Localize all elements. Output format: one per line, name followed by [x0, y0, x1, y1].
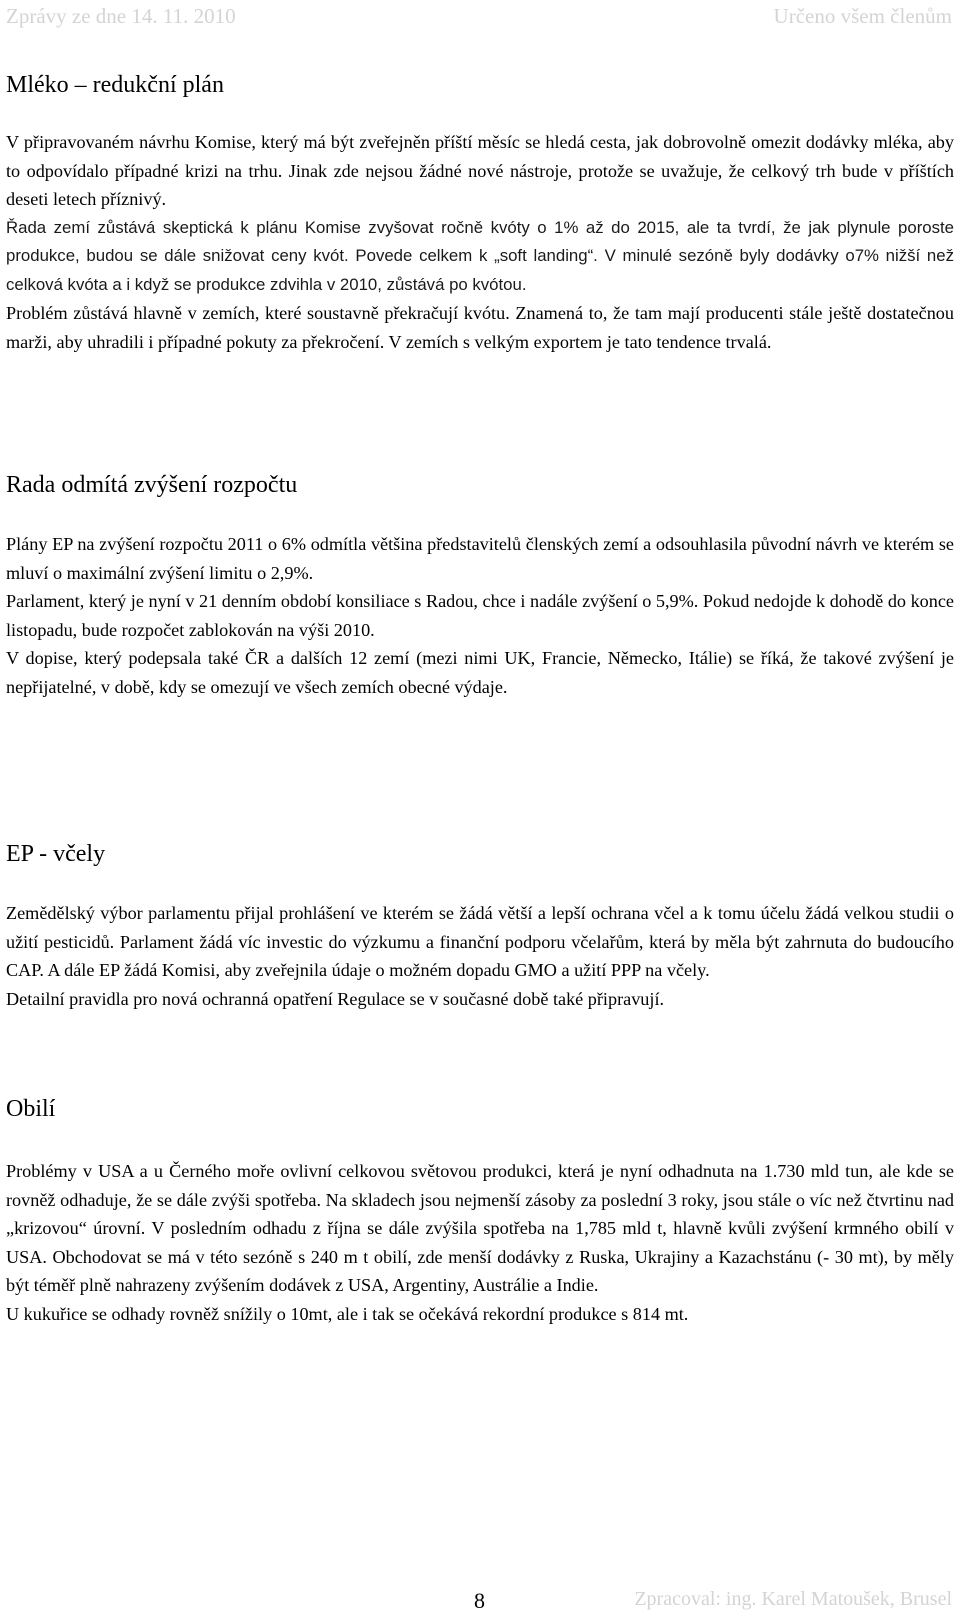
paragraph: Problém zůstává hlavně v zemích, které soustavně překračují kvótu. Znamená to, že tam mají producenti stále ještě dostatečnou marži, aby uhradili i případné pokuty za překročení. V zemích s velkým exportem je tato tendence trvalá. [6, 303, 954, 352]
paragraph: Řada zemí zůstává skeptická k plánu Komise zvyšovat ročně kvóty o 1% až do 2015, ale ta tvrdí, že jak plynule poroste produkce, budou se dále snižovat ceny kvót. Povede celkem k „soft landing“. V minulé sezóně byly dodávky o7% nižší než celková kvóta a i když se produkce zdvihla v 2010, zůstává po kvótou. [6, 217, 954, 294]
footer-author: Zpracoval: ing. Karel Matoušek, Brusel [634, 1588, 952, 1610]
section-body-grain [6, 1157, 954, 1328]
section-title-bees: EP - včely [6, 841, 106, 867]
paragraph: Problémy v USA a u Černého moře ovlivní celkovou světovou produkci, která je nyní odhadnuta na 1.730 mld tun, ale kde se rovněž odhaduje, že se dále zvýši spotřeba. Na skladech jsou nejmenší zásoby za poslední 3 roky, jsou stále o víc než čtvrtinu nad „krizovou“ úrovní. V posledním odhadu z října se dále zvýšila spotřeba na 1,785 mld t, hlavně kvůli zvýšení krmného obilí v USA. Obchodovat se má v této sezóně s 240 m t obilí, zde menší dodávky z Ruska, Ukrajiny a Kazachstánu (- 30 mt), by měly být téměř plně nahrazeny zvýšením dodávek z USA, Argentiny, Austrálie a Indie. [6, 1161, 954, 1295]
section-title-grain: Obilí [6, 1096, 56, 1122]
paragraph: V dopise, který podepsala také ČR a dalších 12 zemí (mezi nimi UK, Francie, Německo, Itálie) se říká, že takové zvýšení je nepřijatelné, v době, kdy se omezují ve všech zemích obecné výdaje. [6, 648, 954, 697]
header-date: Zprávy ze dne 14. 11. 2010 [6, 4, 236, 28]
paragraph: Plány EP na zvýšení rozpočtu 2011 o 6% odmítla většina představitelů členských zemí a odsouhlasila původní návrh ve kterém se mluví o maximální zvýšení limitu o 2,9%. [6, 534, 954, 583]
paragraph: Detailní pravidla pro nová ochranná opatření Regulace se v současné době také připravují. [6, 988, 665, 1009]
paragraph: Parlament, který je nyní v 21 denním období konsiliace s Radou, chce i nadále zvýšení o 5,9%. Pokud nedojde k dohodě do konce listopadu, bude rozpočet zablokován na výši 2010. [6, 591, 954, 640]
section-body-budget [6, 530, 954, 701]
header-audience: Určeno všem členům [773, 4, 952, 28]
section-title-milk: Mléko – redukční plán [6, 72, 224, 98]
section-title-budget: Rada odmítá zvýšení rozpočtu [6, 472, 298, 498]
paragraph: Zemědělský výbor parlamentu přijal prohlášení ve kterém se žádá větší a lepší ochrana včel a k tomu účelu žádá velkou studii o užití pesticidů. Parlament žádá víc investic do výzkumu a finanční podporu včelařům, která by měla být zahrnuta do budoucího CAP. A dále EP žádá Komisi, aby zveřejnila údaje o možném dopadu GMO a užití PPP na včely. [6, 903, 954, 980]
page-number: 8 [474, 1588, 485, 1613]
section-body-bees [6, 899, 954, 1013]
paragraph: V připravovaném návrhu Komise, který má být zveřejněn příští měsíc se hledá cesta, jak dobrovolně omezit dodávky mléka, aby to odpovídalo případné krizi na trhu. Jinak zde nejsou žádné nové nástroje, protože se uvažuje, že celkový trh bude v příštích deseti letech příznivý. [6, 132, 954, 209]
section-body-milk [6, 128, 954, 356]
page-header [0, 0, 960, 48]
paragraph: U kukuřice se odhady rovněž snížily o 10mt, ale i tak se očekává rekordní produkce s 814 mt. [6, 1303, 689, 1324]
